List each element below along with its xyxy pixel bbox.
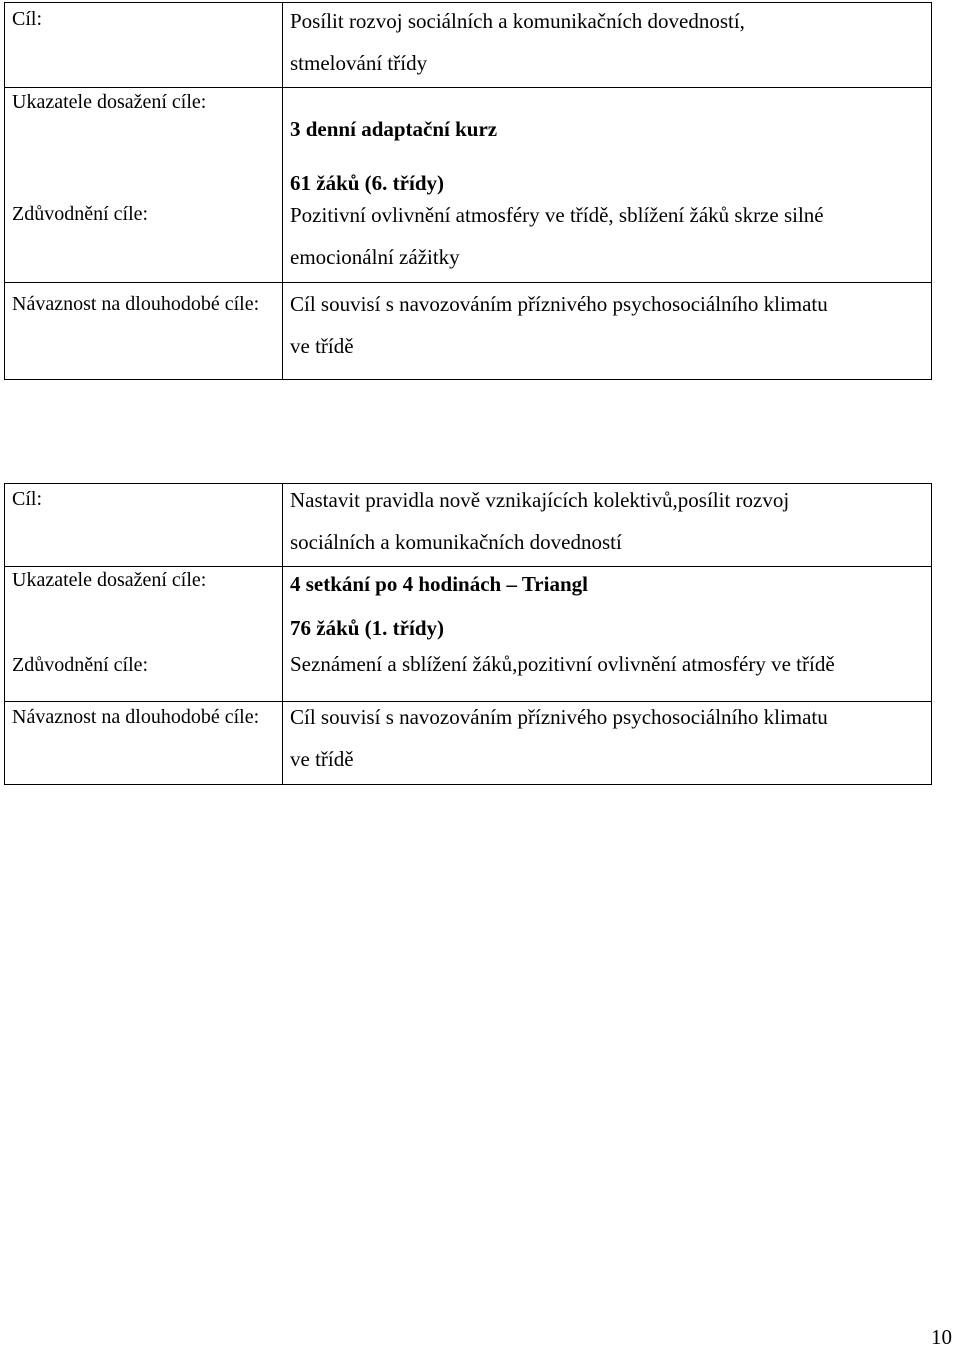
indicators-row (5, 567, 932, 654)
long-term-text-line1: Cíl souvisí s navozováním příznivého psychosociálního klimatu (290, 705, 828, 729)
long-term-row (5, 283, 932, 380)
goal-text-line1: Posílit rozvoj sociálních a komunikačních dovedností, (290, 9, 745, 33)
long-term-label: Návaznost na dlouhodobé cíle: (12, 706, 260, 728)
indicators-label: Ukazatele dosažení cíle: (12, 91, 207, 113)
indicators-text-line1: 3 denní adaptační kurz (290, 117, 498, 141)
indicators-text-line2: 61 žáků (6. třídy) (290, 171, 444, 195)
justification-text-line1: Pozitivní ovlivnění atmosféry ve třídě, sblížení žáků skrze silné (290, 203, 824, 227)
indicators-text-line1: 4 setkání po 4 hodinách – Triangl (290, 572, 588, 596)
goal-row (5, 484, 932, 567)
goal-table-2 (4, 483, 932, 785)
justification-text-line2: emocionální zážitky (290, 245, 460, 269)
justification-text-line1: Seznámení a sblížení žáků,pozitivní ovlivnění atmosféry ve třídě (290, 652, 835, 676)
goal-text-line2: sociálních a komunikačních dovedností (290, 530, 622, 554)
goal-text-line2: stmelování třídy (290, 51, 428, 75)
long-term-text-line2: ve třídě (290, 334, 354, 358)
long-term-label: Návaznost na dlouhodobé cíle: (12, 293, 260, 315)
justification-label: Zdůvodnění cíle: (12, 203, 149, 225)
justification-row (5, 204, 932, 283)
goal-label: Cíl: (12, 8, 43, 30)
justification-label: Zdůvodnění cíle: (12, 654, 149, 676)
indicators-row (5, 88, 932, 205)
goal-label: Cíl: (12, 488, 43, 510)
goal-row (5, 3, 932, 88)
goal-text-line1: Nastavit pravidla nově vznikajících kolektivů,posílit rozvoj (290, 488, 790, 512)
goal-table-1 (4, 2, 932, 380)
long-term-text-line2: ve třídě (290, 747, 354, 771)
indicators-label: Ukazatele dosažení cíle: (12, 569, 207, 591)
long-term-text-line1: Cíl souvisí s navozováním příznivého psychosociálního klimatu (290, 292, 828, 316)
indicators-text-line2: 76 žáků (1. třídy) (290, 616, 444, 640)
justification-row (5, 653, 932, 702)
page-number: 10 (931, 1325, 952, 1349)
long-term-row (5, 702, 932, 785)
